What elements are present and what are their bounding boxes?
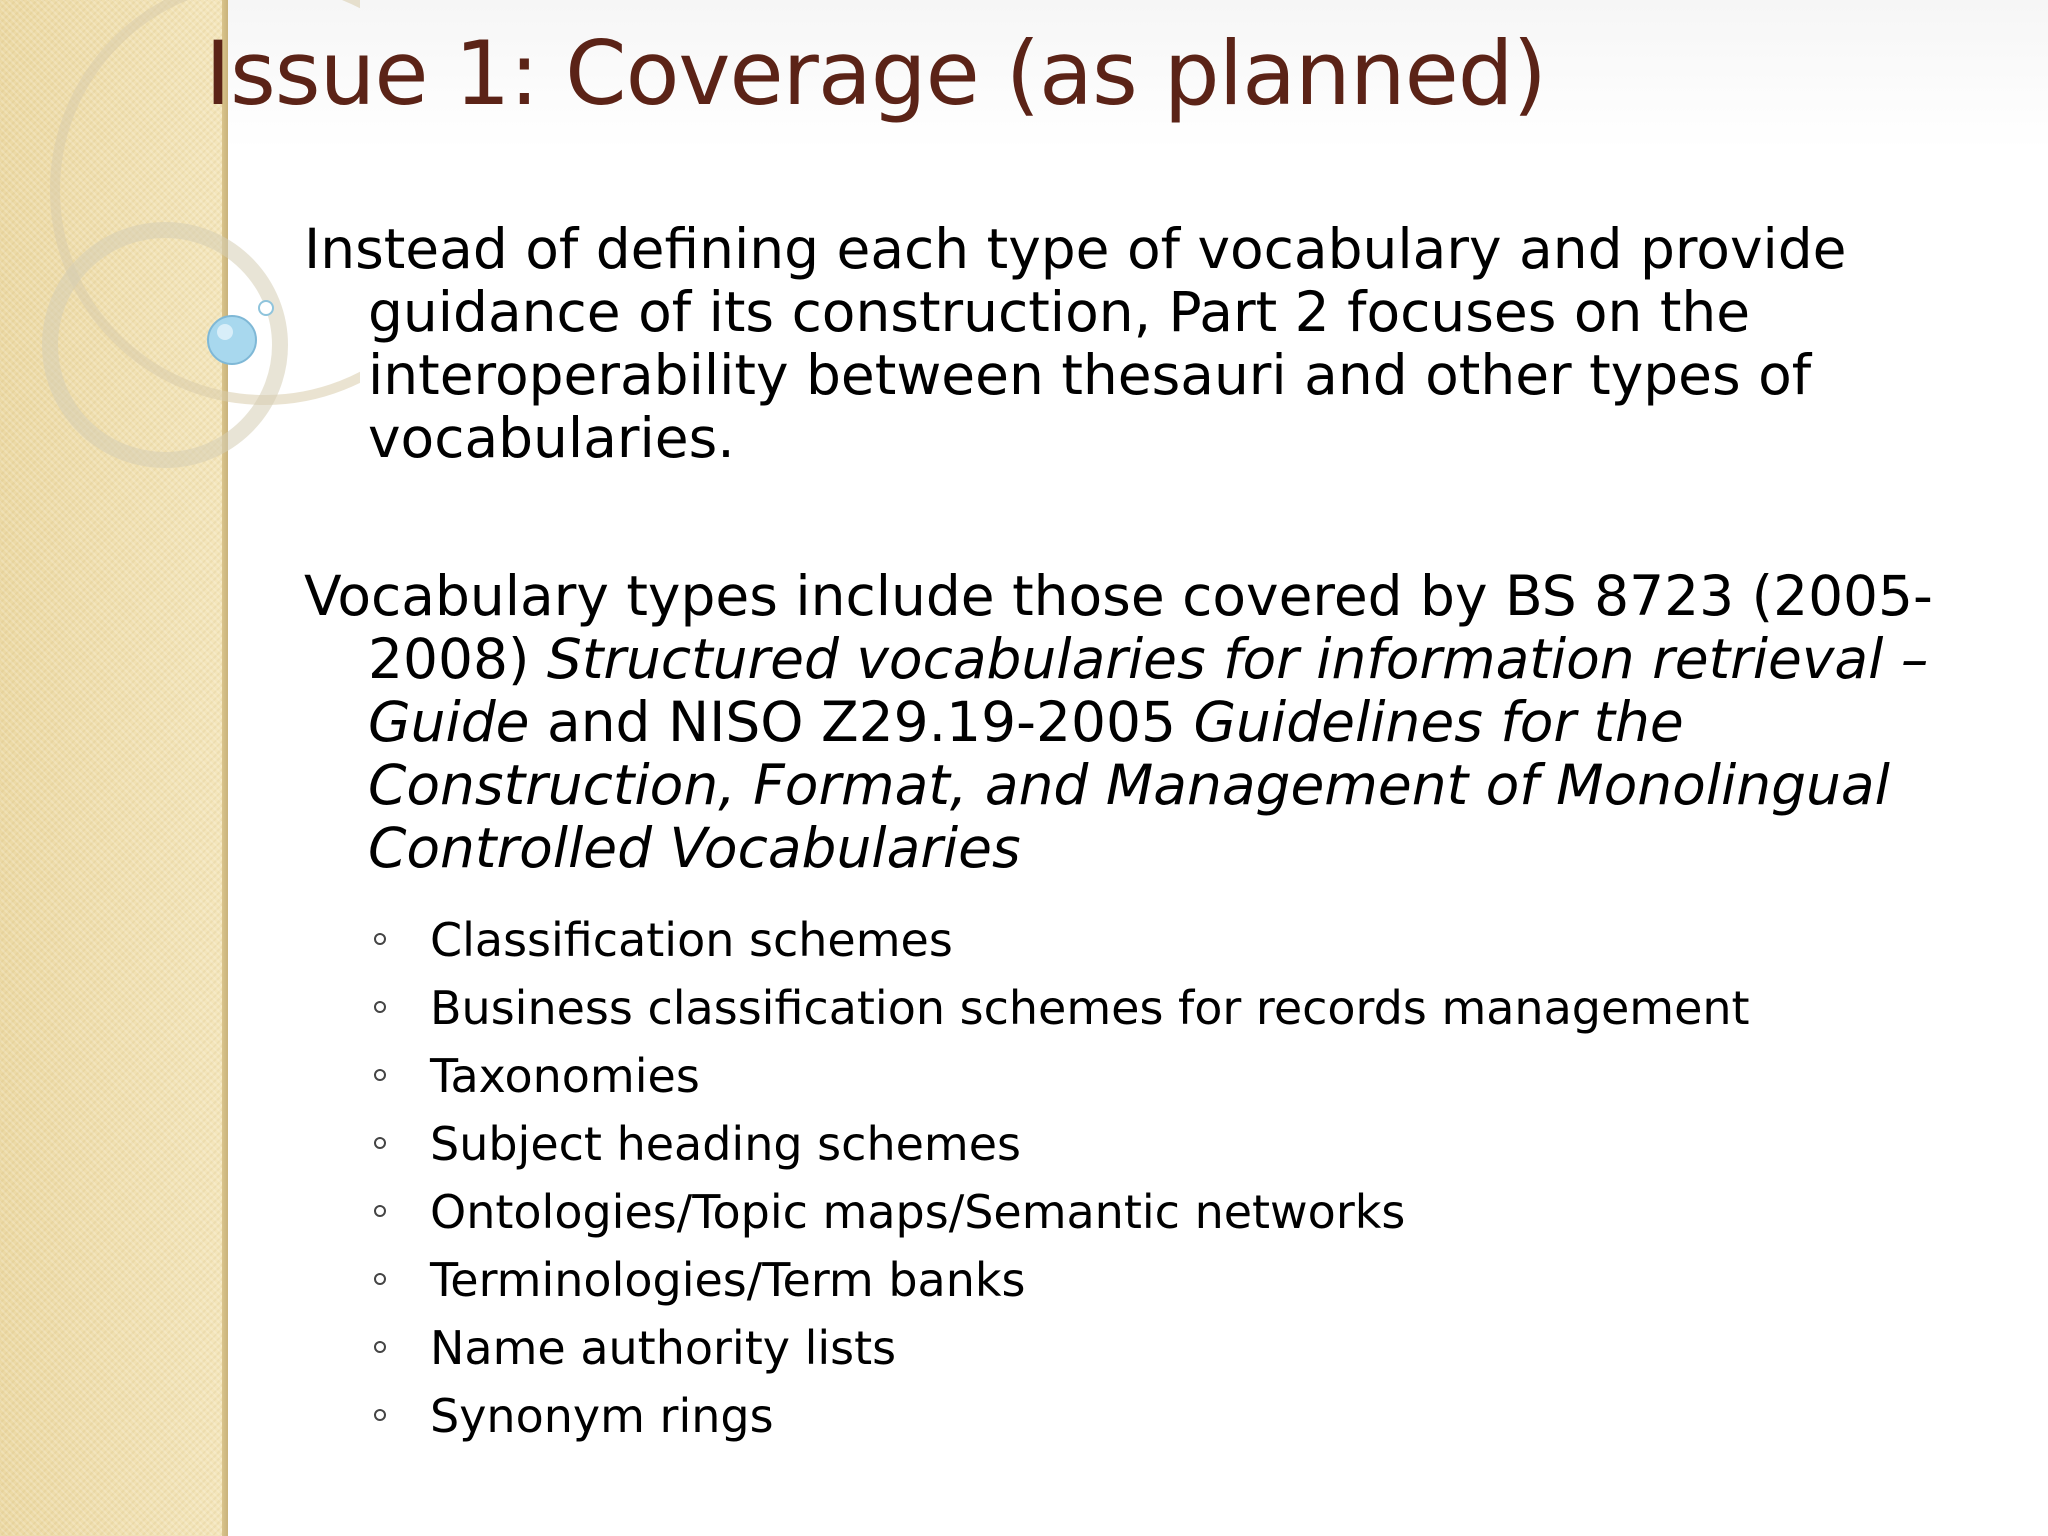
bs8723-title: Structured vocabularies for information retrieval – Guide [368,627,1929,754]
list-item-label: Business classification schemes for records management [430,981,1750,1035]
list-item-label: Name authority lists [430,1321,897,1375]
paragraph-vocabulary-types [304,565,2004,880]
ring-bullet-icon [374,1137,386,1149]
list-item-label: Taxonomies [430,1049,700,1103]
list-item [304,1042,2004,1110]
vocabulary-type-list [304,906,2004,1450]
ring-bullet-icon [374,1409,386,1421]
list-item [304,974,2004,1042]
list-item-label: Classification schemes [430,913,953,967]
list-item [304,906,2004,974]
slide-body [304,218,2004,1450]
list-item-label: Synonym rings [430,1389,774,1443]
ring-bullet-icon [374,1273,386,1285]
paragraph-interoperability: Instead of defining each type of vocabulary and provide guidance of its construction, Part 2 focuses on the interoperability between thesauri and other types of vocabularies. [304,217,1847,470]
list-item-label: Terminologies/Term banks [430,1253,1026,1307]
ring-bullet-icon [374,1069,386,1081]
slide-title: Issue 1: Coverage (as planned) [205,22,1546,125]
niso-title: Guidelines for the Construction, Format, and Management of Monolingual Controlled Vocabularies [368,690,1890,880]
list-item [304,1246,2004,1314]
list-item-label: Ontologies/Topic maps/Semantic networks [430,1185,1406,1239]
list-item-label: Subject heading schemes [430,1117,1021,1171]
list-item [304,1314,2004,1382]
ring-bullet-icon [374,1341,386,1353]
list-item [304,1178,2004,1246]
para2-middle: and NISO Z29.19-2005 [529,690,1194,754]
ball-highlight [217,324,233,340]
ring-bullet-icon [374,1001,386,1013]
ring-bullet-icon [374,1205,386,1217]
list-item [304,1110,2004,1178]
ring-bullet-icon [374,933,386,945]
list-item [304,1382,2004,1450]
blue-ball-icon [208,316,256,364]
para2-lead: Vocabulary types include those covered by BS 8723 (2005-2008) [304,564,1933,691]
small-ball-icon [259,301,273,315]
